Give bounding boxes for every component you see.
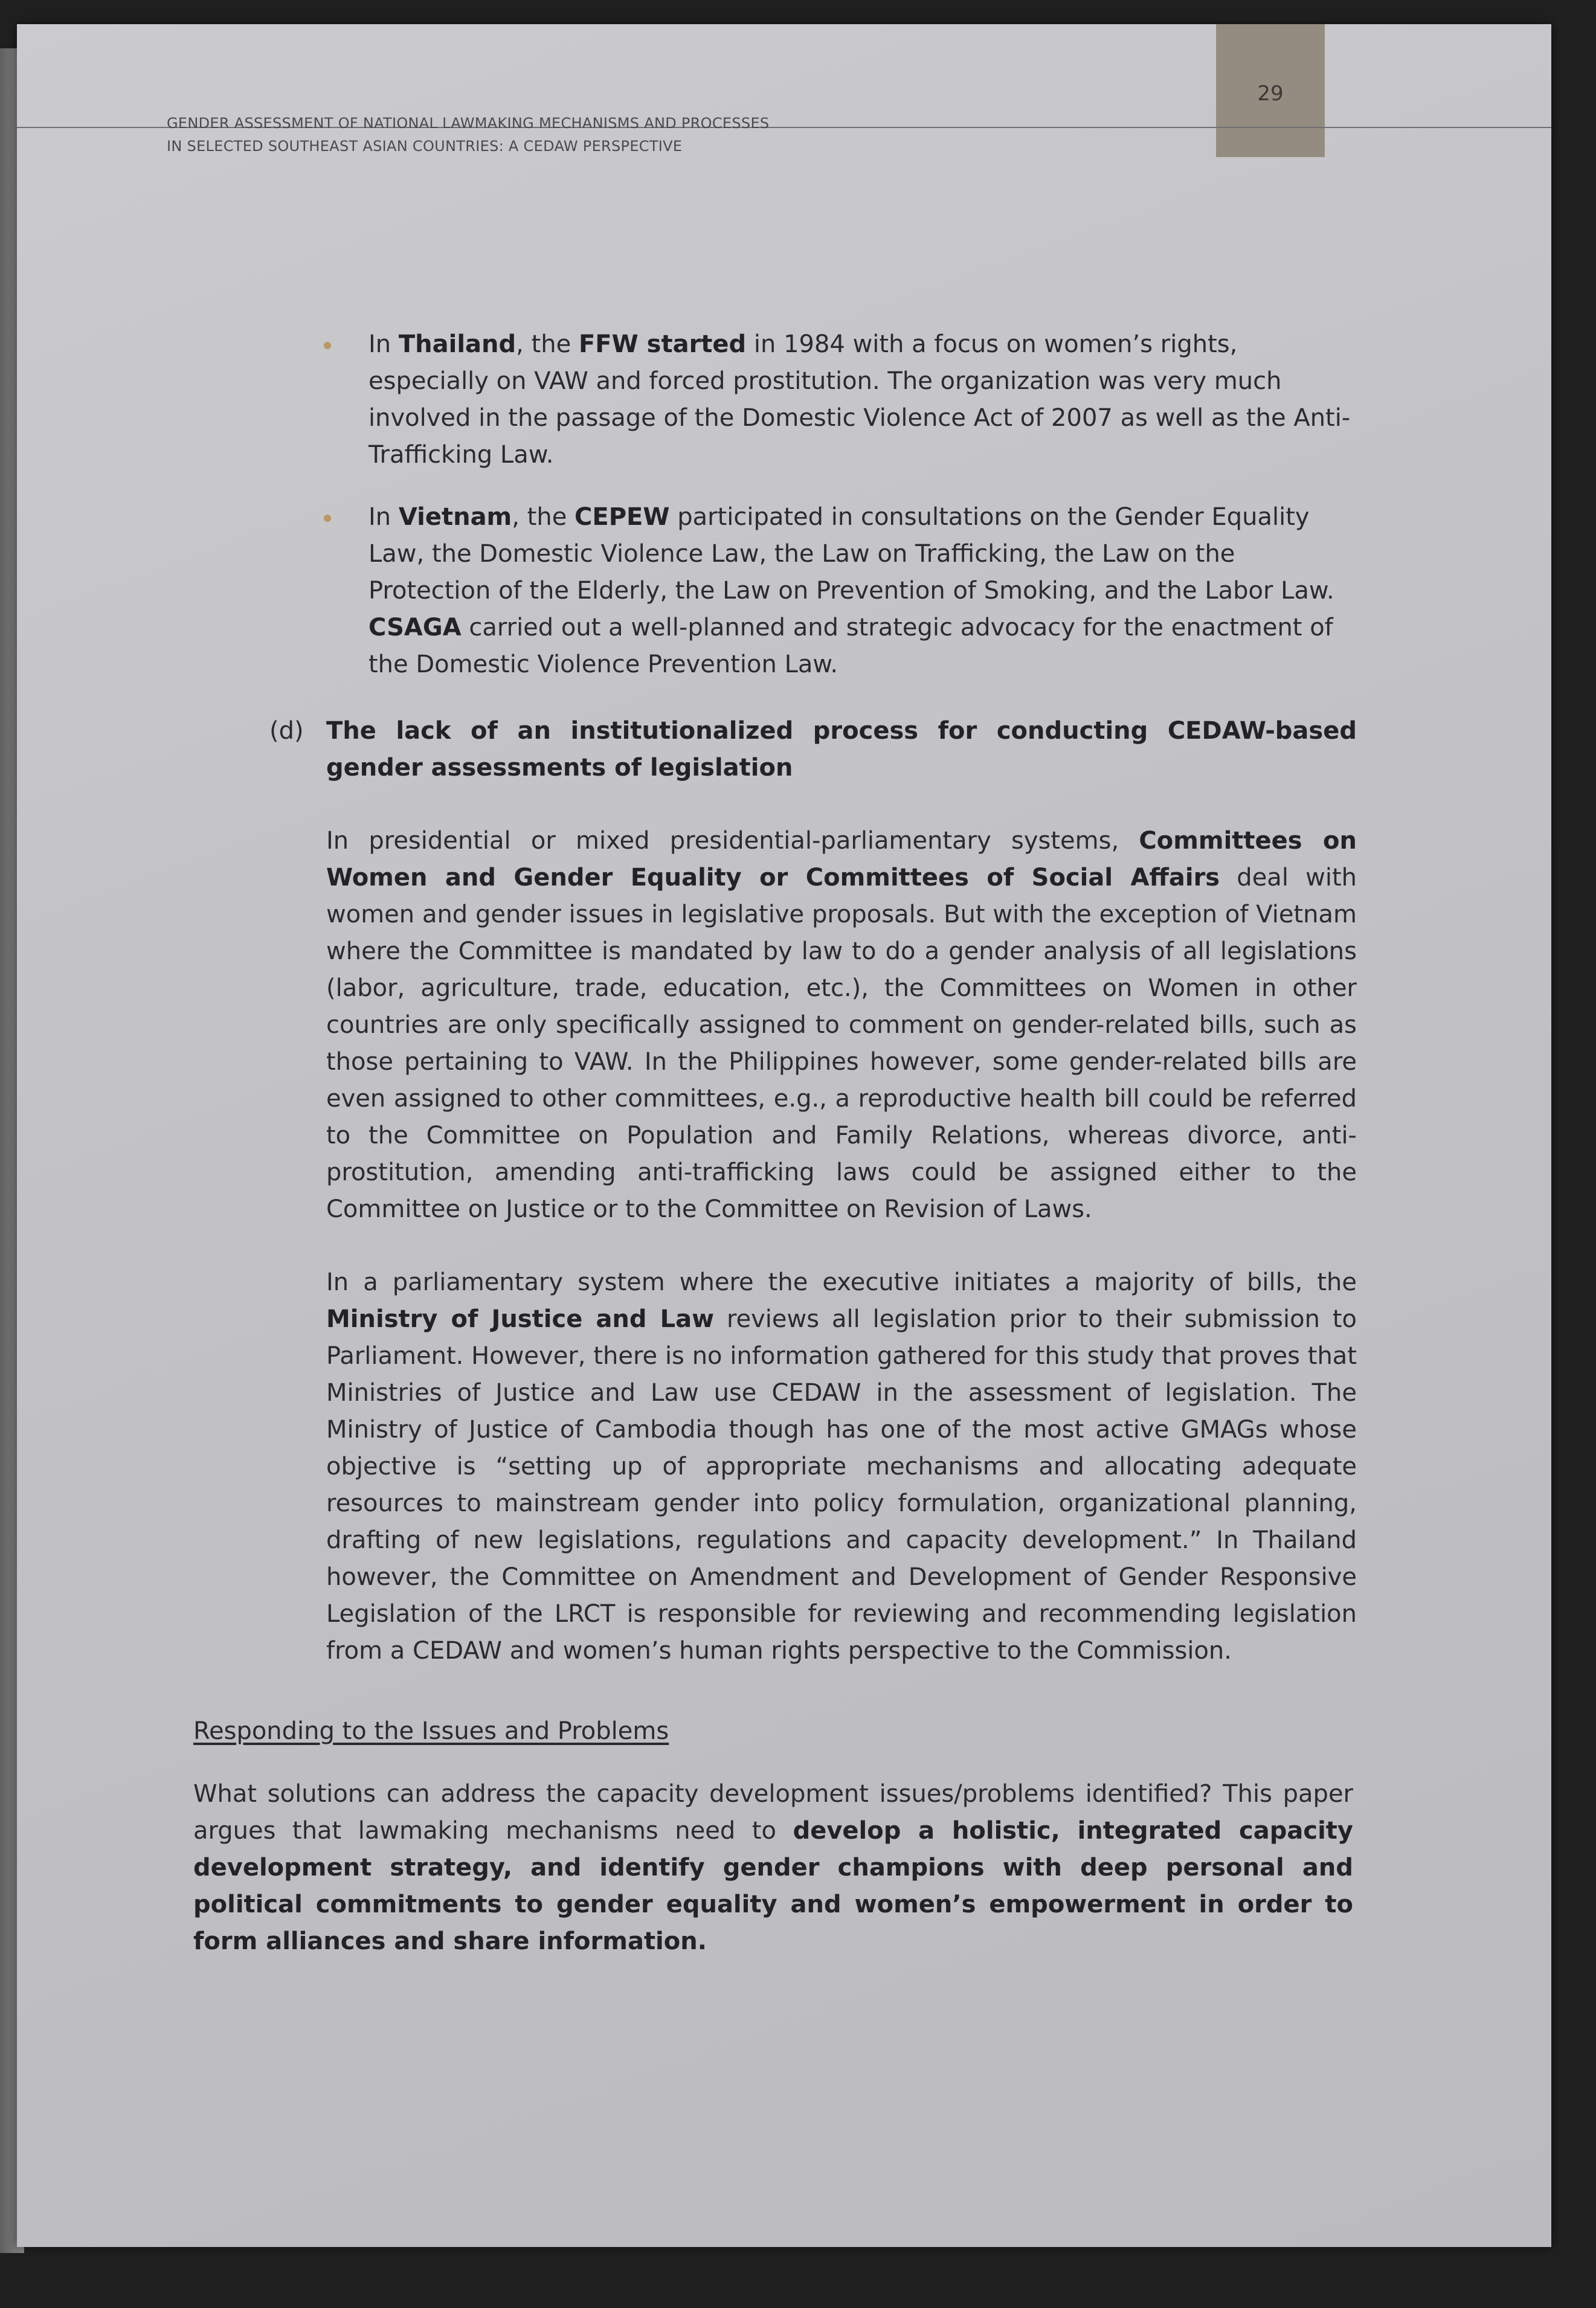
bullet-text: In: [368, 330, 399, 358]
bullet-organization: FFW started: [578, 330, 747, 358]
bullet-text: , the: [512, 503, 575, 531]
page-number: 29: [1257, 82, 1284, 106]
body-paragraph: [326, 1264, 1357, 1670]
subheading-responding: Responding to the Issues and Problems: [193, 1717, 669, 1745]
bullet-country: Thailand: [398, 330, 516, 358]
bullet-organization: CSAGA: [368, 614, 462, 641]
paragraph-emphasis: Committees on Women and Gender Equality or Committees of Social Affairs: [326, 827, 1357, 892]
bullet-text: In: [368, 503, 399, 531]
document-page: [17, 24, 1551, 2247]
bullet-organization: CEPEW: [574, 503, 670, 531]
running-header-line-1: GENDER ASSESSMENT OF NATIONAL LAWMAKING MECHANISMS AND PROCESSES: [167, 115, 770, 132]
section-d: [269, 713, 1357, 1670]
bullet-item-vietnam: [313, 499, 1352, 683]
page-content: [17, 24, 1551, 2247]
bullet-text: carried out a well-planned and strategic advocacy for the enactment of the Domestic Violence Prevention Law.: [368, 614, 1333, 678]
bullet-text: participated in consultations on the Gender Equality Law, the Domestic Violence Law, the Law on Trafficking, the Law on the Protection of the Elderly, the Law on Prevention of Smoking, and the Labor Law.: [368, 503, 1334, 605]
running-header-line-2: IN SELECTED SOUTHEAST ASIAN COUNTRIES: A CEDAW PERSPECTIVE: [167, 138, 683, 155]
bullet-text: in 1984 with a focus on women’s rights, especially on VAW and forced prostitution. The organization was very much involved in the passage of the Domestic Violence Act of 2007 as well as the Anti-Trafficking Law.: [368, 330, 1351, 469]
bullet-country: Vietnam: [398, 503, 512, 531]
section-heading: The lack of an institutionalized process for conducting CEDAW-based gender assessments of legislation: [326, 717, 1357, 782]
section-marker: (d): [269, 717, 304, 745]
body-paragraph: [326, 823, 1357, 1228]
bullet-item-thailand: [313, 326, 1352, 474]
paragraph-text: deal with women and gender issues in legislative proposals. But with the exception of Vietnam where the Committee is mandated by law to do a gender analysis of all legislations (labor, agriculture, trade, education, etc.), the Committees on Women in other countries are only specifically assigned to comment on gender-related bills, such as those pertaining to VAW. In the Philippines however, some gender-related bills are even assigned to other committees, e.g., a reproductive health bill could be referred to the Committee on Population and Family Relations, whereas divorce, anti-prostitution, amending anti-trafficking laws could be assigned either to the Committee on Justice or to the Committee on Revision of Laws.: [326, 864, 1357, 1223]
paragraph-text: In presidential or mixed presidential-parliamentary systems,: [326, 827, 1139, 855]
bullet-dot-icon: [324, 515, 331, 522]
paragraph-text: reviews all legislation prior to their submission to Parliament. However, there is no information gathered for this study that proves that Ministries of Justice and Law use CEDAW in the assessment of legislation. The Ministry of Justice of Cambodia though has one of the most active GMAGs whose objective is “setting up of appropriate mechanisms and allocating adequate resources to mainstream gender into policy formulation, organizational planning, drafting of new legislations, regulations and capacity development.” In Thailand however, the Committee on Amendment and Development of Gender Responsive Legislation of the LRCT is responsible for reviewing and recommending legislation from a CEDAW and women’s human rights perspective to the Commission.: [326, 1305, 1357, 1665]
paragraph-text: In a parliamentary system where the executive initiates a majority of bills, the: [326, 1268, 1357, 1296]
paragraph-emphasis: Ministry of Justice and Law: [326, 1305, 715, 1333]
bullet-dot-icon: [324, 342, 331, 349]
conclusion-paragraph: [193, 1776, 1353, 1960]
bullet-list: [313, 326, 1352, 709]
paragraph-text: What solutions can address the capacity development issues/problems identified? This paper argues that lawmaking mechanisms need to: [193, 1780, 1353, 1845]
bullet-text: , the: [516, 330, 579, 358]
paragraph-emphasis: develop a holistic, integrated capacity development strategy, and identify gender champions with deep personal and political commitments to gender equality and women’s empowerment in order to form alliances and share information.: [193, 1817, 1353, 1955]
